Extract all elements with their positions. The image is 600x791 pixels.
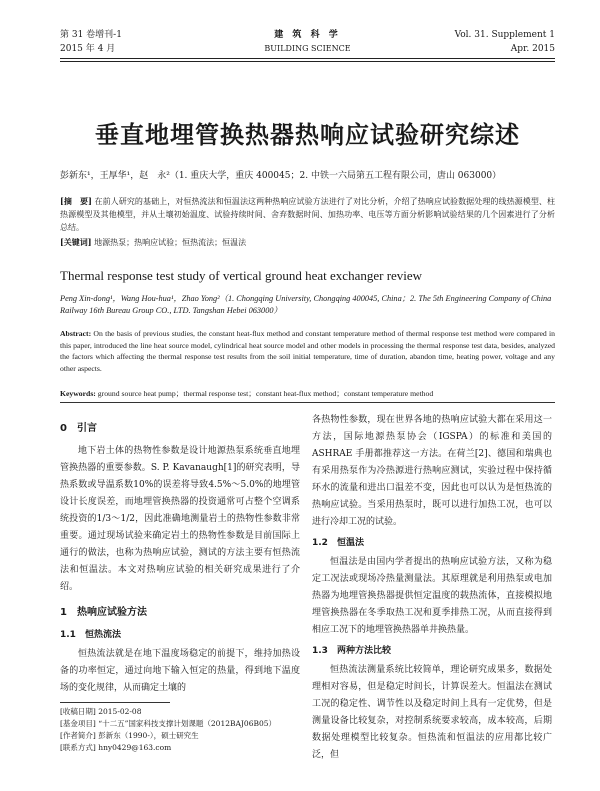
- header-volume-en: Vol. 31. Supplement 1: [454, 30, 555, 40]
- header-date-cn: 2015 年 4 月: [60, 44, 116, 54]
- footnote-fund: [基金项目] “十二五”国家科技支撑计划课题（2012BAJ06B05）: [60, 719, 277, 728]
- subsection-heading: 1.1 恒热流法: [60, 630, 121, 640]
- section-divider: [60, 402, 555, 403]
- body-column-right: [312, 412, 552, 764]
- abstract-cn: [60, 195, 555, 234]
- footnote-author: [作者简介] 彭新东（1990-），硕士研究生: [60, 731, 199, 740]
- authors-cn: 彭新东¹，王厚华¹，赵 永²（1. 重庆大学，重庆 400045；2. 中铁一六局第五工程有限公司，唐山 063000）: [60, 171, 502, 181]
- keywords-text-en: ground source heat pump；thermal response test；constant heat-flux method；constant temperature method: [97, 389, 434, 398]
- abstract-label-en: Abstract:: [60, 329, 92, 338]
- footnote-received: [收稿日期] 2015-02-08: [60, 707, 142, 716]
- paper-title-en: Thermal response test study of vertical ground heat exchanger review: [60, 268, 423, 283]
- keywords-label-cn: [关键词]: [60, 237, 92, 247]
- body-column-left: [60, 412, 300, 697]
- abstract-label-cn: [摘 要]: [60, 196, 92, 206]
- header-volume: 第 31 卷增刊-1: [60, 30, 122, 40]
- keywords-text-cn: 地源热泵；热响应试验；恒热流法；恒温法: [94, 238, 247, 247]
- header-date-en: Apr. 2015: [510, 44, 555, 54]
- paragraph: 恒温法是由国内学者提出的热响应试验方法，又称为稳定工况法或现场冷热量测量法。其原理就是利用热泵或电加热器为地埋管换热器提供恒定温度的载热流体，直接模拟地埋管换热器在冬季取热工况和夏季排热工况，从而直接得到相应工况下的地埋管换热器单井换热量。: [312, 557, 552, 635]
- abstract-text-cn: 在前人研究的基础上，对恒热流法和恒温法这两种热响应试验方法进行了对比分析，介绍了热响应试验数据处理的线热源模型、柱热源模型及其他模型，并从土壤初始温度、试验持续时间、舍弃数据时间、加热功率、电压等方面分析影响试验结果的几个因素进行了分析总结。: [60, 197, 555, 232]
- footnote-contact: [联系方式] hny0429@163.com: [60, 743, 172, 752]
- subsection-heading: 1.3 两种方法比较: [312, 646, 391, 656]
- paragraph: 恒热流法测量系统比较简单，理论研究成果多，数据处理相对容易，但是稳定时间长，计算误差大。恒温法在测试工况的稳定性、调节性以及稳定时间上具有一定优势，但是测量设备比较复杂，对控制系统要求较高，成本较高，后期数据处理模型比较复杂。恒热流和恒温法的应用都比较广泛，但: [312, 665, 552, 760]
- header-rule-thin: [60, 61, 555, 62]
- running-header: [60, 28, 555, 58]
- paragraph: 恒热流法就是在地下温度场稳定的前提下，维持加热设备的功率恒定，通过向地下输入恒定的热量，得到地下温度场的变化规律，从而确定土壤的: [60, 649, 300, 693]
- abstract-en: [60, 328, 555, 374]
- abstract-text-en: On the basis of previous studies, the constant heat-flux method and constant temperature method of thermal response test method were compared in this paper, introduced the line heat source model, cylindrical heat source model and other models in processing the thermal response test data, besides, analyzed the factors which affecting the thermal response test results from the soil initial temperature, time of duration, abandon time, heating power, voltage and any other aspects.: [60, 329, 555, 373]
- paragraph: 各热物性参数，现在世界各地的热响应试验大都在采用这一方法，国际地源热泵协会（IGSPA）的标准和美国的 ASHRAE 手册都推荐这一方法。在荷兰[2]、德国和瑞典也有采用热泵作为冷热源进行热响应测试，实验过程中保持循环水的流量和进出口温差不变，因此也可以认为是恒热流的热响应试验。当采用热泵时，既可以进行加热工况，也可以进行冷却工况的试验。: [312, 415, 552, 527]
- footnote-rule: [60, 702, 170, 703]
- header-rule: [60, 58, 555, 59]
- paragraph: 地下岩土体的热物性参数是设计地源热泵系统垂直地埋管换热器的重要参数。S. P. Kavanaugh[1]的研究表明，导热系数或导温系数10%的误差将导致4.5%～5.0%的地埋管设计长度误差，而地埋管换热器的投资通常可占整个空调系统投资的1/3～1/2，因此准确地测量岩土的热物性参数非常重要。通过现场试验来确定岩土的热物性参数是目前国际上通行的做法，也称为热响应试验，测试的方法主要有恒热流法和恒温法。本文对热响应试验的相关研究成果进行了介绍。: [60, 446, 300, 592]
- header-right: [455, 28, 555, 56]
- journal-name-cn: 建 筑 科 学: [274, 30, 341, 40]
- subsection-heading: 1.2 恒温法: [312, 538, 364, 548]
- section-heading: 1 热响应试验方法: [60, 607, 147, 618]
- keywords-en: [60, 388, 555, 399]
- authors-en: Peng Xin-dong¹，Wang Hou-hua¹，Zhao Yong²（1. Chongqing University, Chongqing 400045, China；2. The 5th Engineering Company of China Railway 16th Bureau Group CO., LTD. Tangshan Hebei 063000）: [60, 294, 552, 315]
- keywords-cn: [60, 237, 555, 248]
- keywords-label-en: Keywords:: [60, 389, 96, 398]
- footnote: [60, 706, 300, 754]
- paper-title-cn: 垂直地埋管换热器热响应试验研究综述: [95, 121, 520, 149]
- journal-name-en: BUILDING SCIENCE: [264, 44, 351, 53]
- section-heading: 0 引言: [60, 423, 97, 434]
